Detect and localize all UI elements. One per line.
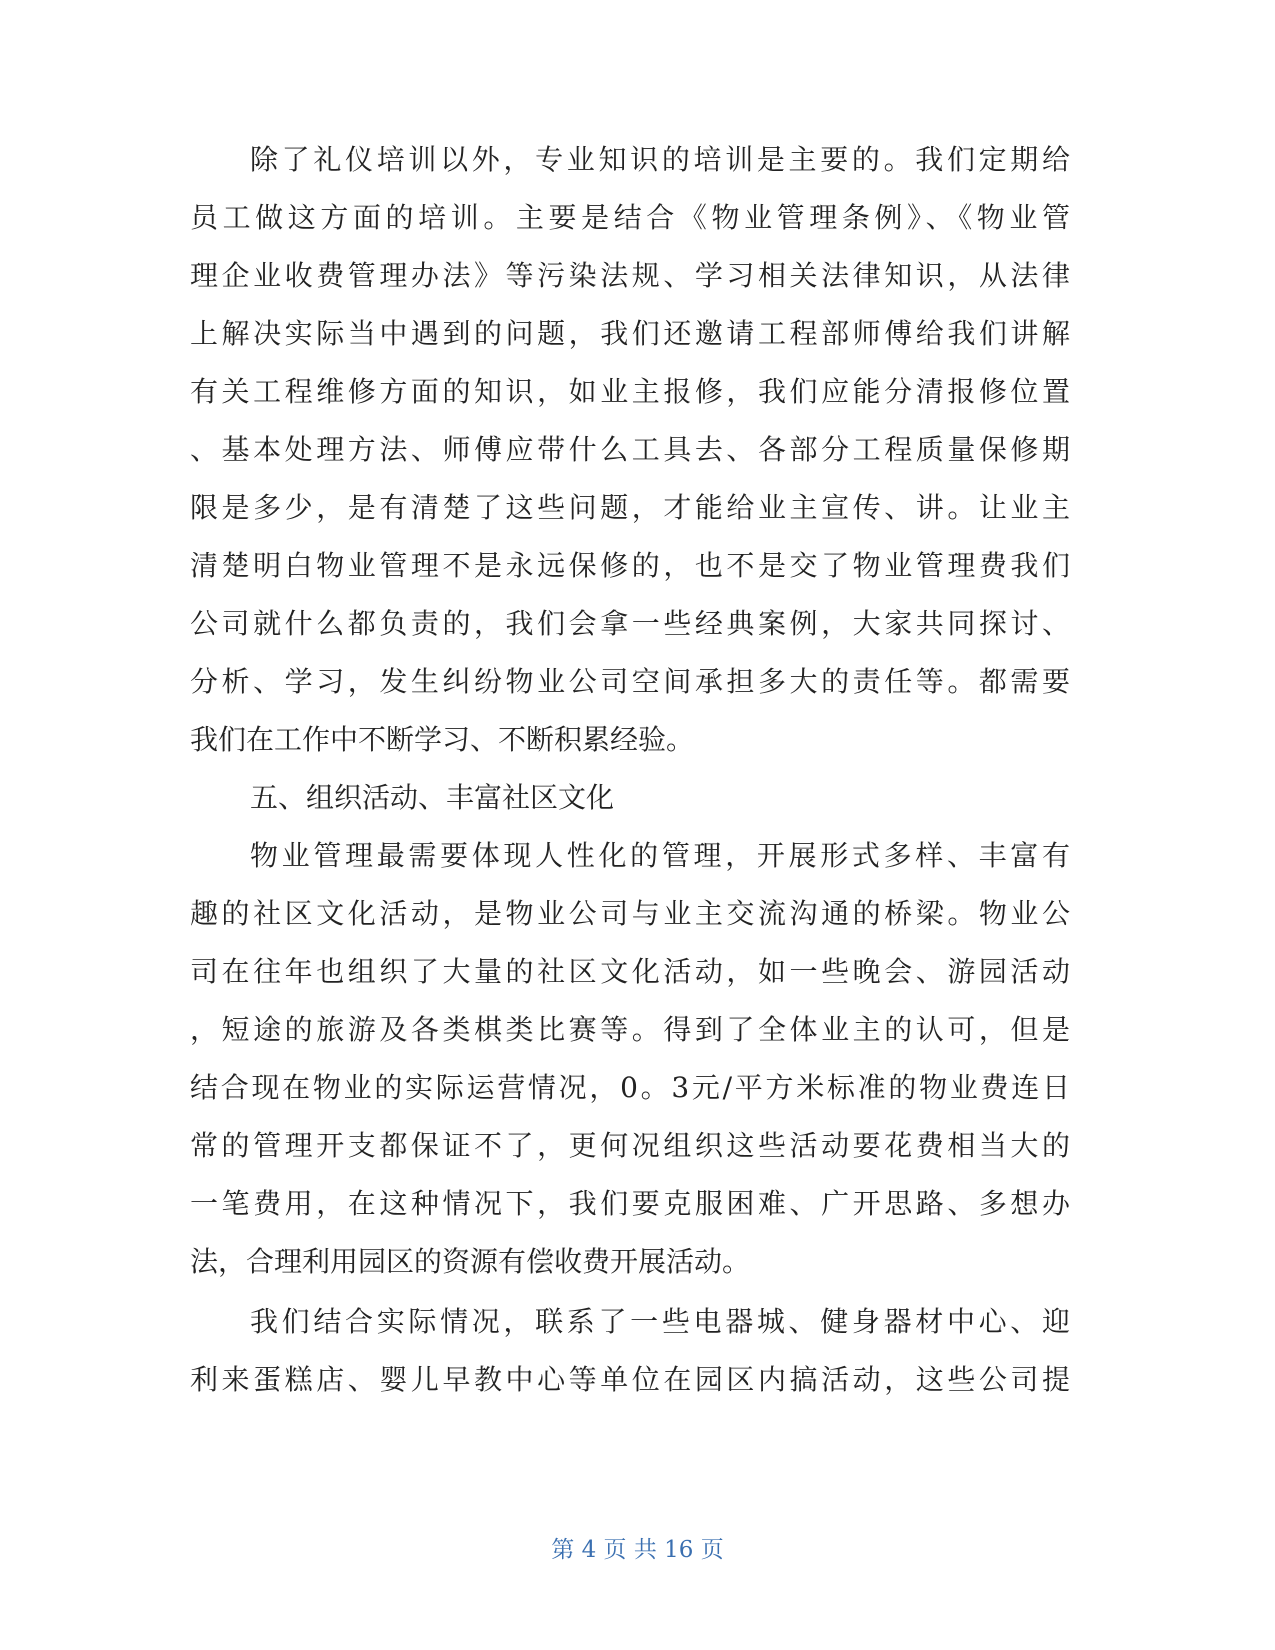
paragraph-line: 员工做这方面的培训。主要是结合《物业管理条例》、《物业管: [190, 201, 1070, 234]
paragraph-line: 结合现在物业的实际运营情况，0。3元/平方米标准的物业费连日: [190, 1071, 1070, 1104]
paragraph-line: 、基本处理方法、师傅应带什么工具去、各部分工程质量保修期: [190, 433, 1070, 466]
paragraph-line: 限是多少，是有清楚了这些问题，才能给业主宣传、讲。让业主: [190, 491, 1070, 524]
paragraph-line: 利来蛋糕店、婴儿早教中心等单位在园区内搞活动，这些公司提: [190, 1363, 1070, 1396]
paragraph-line: 我们结合实际情况，联系了一些电器城、健身器材中心、迎: [250, 1305, 1070, 1338]
paragraph-line: 一笔费用，在这种情况下，我们要克服困难、广开思路、多想办: [190, 1187, 1070, 1220]
paragraph-line: 有关工程维修方面的知识，如业主报修，我们应能分清报修位置: [190, 375, 1070, 408]
paragraph-line: 物业管理最需要体现人性化的管理，开展形式多样、丰富有: [250, 839, 1070, 872]
paragraph-line: 法，合理利用园区的资源有偿收费开展活动。: [190, 1245, 751, 1278]
paragraph-line: 常的管理开支都保证不了，更何况组织这些活动要花费相当大的: [190, 1129, 1070, 1162]
paragraph-line: ，短途的旅游及各类棋类比赛等。得到了全体业主的认可，但是: [190, 1013, 1070, 1046]
paragraph-line: 上解决实际当中遇到的问题，我们还邀请工程部师傅给我们讲解: [190, 317, 1070, 350]
paragraph-line: 公司就什么都负责的，我们会拿一些经典案例，大家共同探讨、: [190, 607, 1070, 640]
paragraph-line: 清楚明白物业管理不是永远保修的，也不是交了物业管理费我们: [190, 549, 1070, 582]
paragraph-line: 除了礼仪培训以外，专业知识的培训是主要的。我们定期给: [250, 143, 1070, 176]
paragraph-line: 理企业收费管理办法》等污染法规、学习相关法律知识，从法律: [190, 259, 1070, 292]
paragraph-line: 趣的社区文化活动，是物业公司与业主交流沟通的桥梁。物业公: [190, 897, 1070, 930]
paragraph-line: 司在往年也组织了大量的社区文化活动，如一些晚会、游园活动: [190, 955, 1070, 988]
paragraph-line: 我们在工作中不断学习、不断积累经验。: [190, 723, 695, 756]
page-number-footer: 第 4 页 共 16 页: [551, 1537, 724, 1563]
paragraph-line: 分析、学习，发生纠纷物业公司空间承担多大的责任等。都需要: [190, 665, 1070, 698]
section-heading: 五、组织活动、丰富社区文化: [250, 781, 615, 814]
